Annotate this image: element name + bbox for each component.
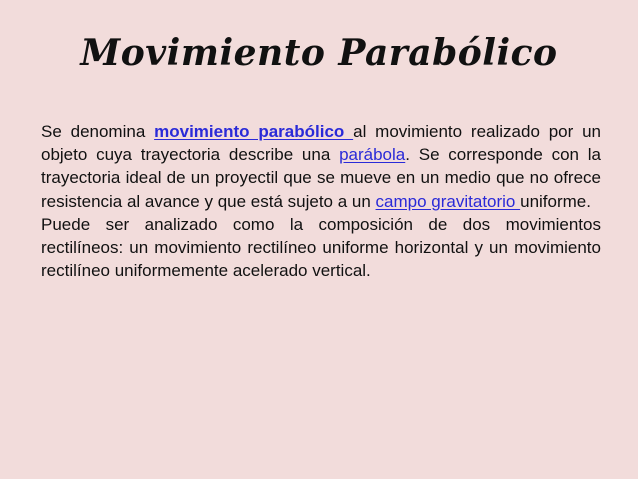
definition-text-b: al movimiento realizado por un objeto cuya trayectoria describe una <box>41 122 602 165</box>
definition-text-a: Se denomina <box>41 122 155 141</box>
definition-text-d: uniforme. <box>520 191 591 211</box>
link-movimiento-parabolico[interactable]: movimiento parabólico <box>154 122 354 141</box>
slide-title: Movimiento Parabólico <box>80 32 558 74</box>
paragraph-composition: Puede ser analizado como la composición de dos movimientos rectilíneos: un movimiento rectilíneo uniforme horizontal y un movimiento rectilíneo uniformemente acelerado vertical. <box>41 214 601 281</box>
slide-body <box>41 120 601 282</box>
link-campo-gravitatorio[interactable]: campo gravitatorio <box>375 191 521 211</box>
link-parabola[interactable]: parábola <box>339 145 406 165</box>
paragraph-definition <box>41 120 601 213</box>
definition-text-c: . Se corresponde con la trayectoria ideal de un proyectil que se mueve en un medio que no ofrece resistencia al avance y que está sujeto a un <box>41 145 601 211</box>
